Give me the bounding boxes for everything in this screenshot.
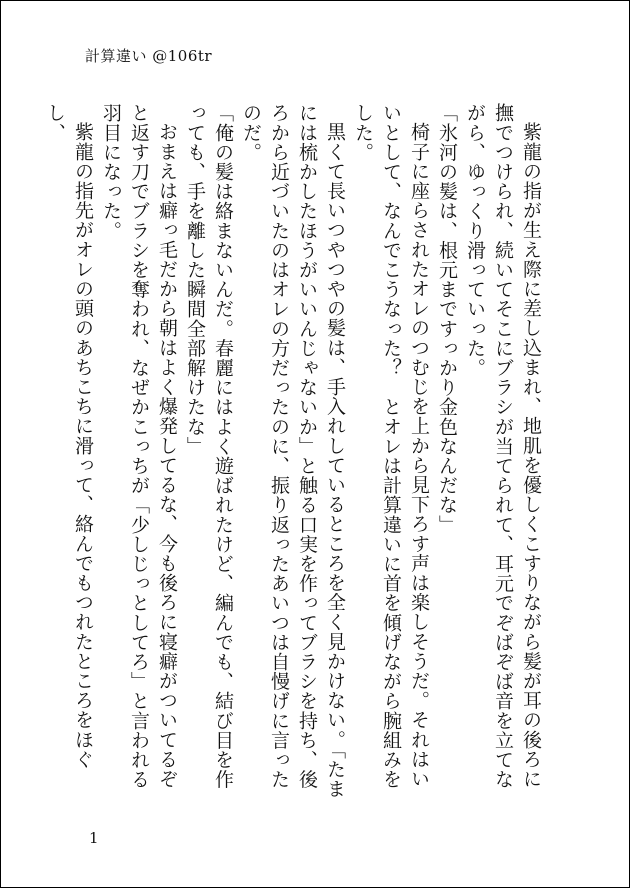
paragraph: 紫龍の指先がオレの頭のあちこちに滑って、絡んでもつれたところをほぐし、 <box>44 103 94 769</box>
paragraph: 椅子に座らされたオレのつむじを上から見下ろす声は楽しそうだ。それはいいとして、なんでこうなった？ とオレは計算違いに首を傾げながら腕組みをした。 <box>352 103 430 789</box>
vertical-body-text <box>41 103 545 803</box>
paragraph: 紫龍の指が生え際に差し込まれ、地肌を優しくこすりながら髪が耳の後ろに撫でつけられ、続いてそこにブラシが当てられて、耳元でぞばぞば音を立てながら、ゆっくり滑っていった。 <box>464 103 542 789</box>
page-header: 計算違い @106tr <box>85 47 213 65</box>
page-number: 1 <box>89 829 99 847</box>
paragraph: 黒くて長いつやつやの髪は、手入れしているところを全く見かけない。「たまには梳かしたほうがいいんじゃないか」と触る口実を作ってブラシを持ち、後ろから近づいたのはオレの方だったのに、振り返ったあいつは自慢げに言ったのだ。 <box>240 103 346 799</box>
paragraph: おまえは癖っ毛だから朝はよく爆発してるな、今も後ろに寝癖がついてるぞと返す刀でブラシを奪われ、なぜかこっちが「少しじっとしてろ」と言われる羽目になった。 <box>100 103 178 789</box>
paragraph-dialogue: 「俺の髪は絡まないんだ。春麗にはよく遊ばれたけど、編んでも、結び目を作っても、手を離した瞬間全部解けたな」 <box>184 103 234 789</box>
paragraph-dialogue: 「氷河の髪は、根元まですっかり金色なんだな」 <box>436 103 458 535</box>
